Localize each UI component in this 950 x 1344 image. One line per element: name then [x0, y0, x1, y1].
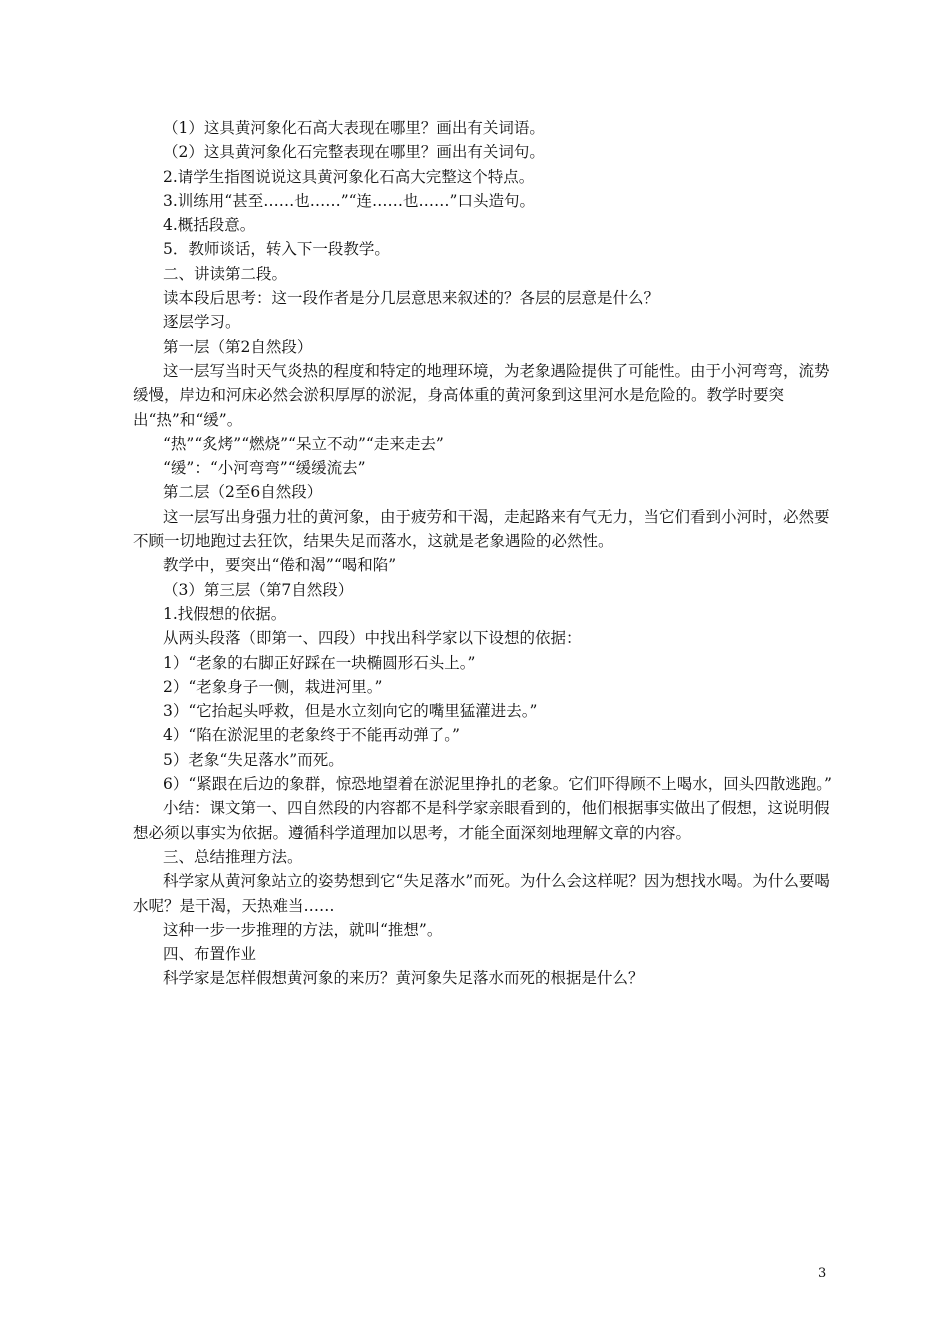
page-number: 3 [818, 1266, 827, 1281]
paragraph: （1）这具黄河象化石高大表现在哪里？画出有关词语。 [163, 119, 545, 137]
paragraph: 小结：课文第一、四自然段的内容都不是科学家亲眼看到的，他们根据事实做出了假想，这说明假想必须以事实为依据。遵循科学道理加以思考，才能全面深刻地理解文章的内容。 [133, 799, 830, 842]
paragraph: 科学家是怎样假想黄河象的来历？黄河象失足落水而死的根据是什么？ [163, 969, 644, 988]
list-item: 3）“它抬起头呼救，但是水立刻向它的嘴里猛灌进去。” [163, 702, 538, 721]
paragraph: （2）这具黄河象化石完整表现在哪里？画出有关词句。 [163, 143, 545, 162]
document-body [133, 116, 833, 991]
list-item: 6）“紧跟在后边的象群，惊恐地望着在淤泥里挣扎的老象。它们吓得顾不上喝水，回头四散逃跑。” [163, 775, 832, 794]
list-item: 1）“老象的右脚正好踩在一块椭圆形石头上。” [163, 653, 476, 672]
list-item: 5）老象“失足落水”而死。 [163, 750, 344, 769]
list-item: 2）“老象身子一侧，栽进河里。” [163, 677, 383, 696]
paragraph: 1.找假想的依据。 [163, 604, 287, 623]
paragraph: 这一层写出身强力壮的黄河象，由于疲劳和干渴，走起路来有气无力，当它们看到小河时，必然要不顾一切地跑过去狂饮，结果失足而落水，这就是老象遇险的必然性。 [133, 507, 830, 551]
paragraph: 科学家从黄河象站立的姿势想到它“失足落水”而死。为什么会这样呢？因为想找水喝。为什么要喝水呢？是干渴，天热难当…… [133, 872, 830, 915]
paragraph: 这种一步一步推理的方法，就叫“推想”。 [163, 920, 443, 939]
subsection-heading: 第一层（第2自然段） [163, 337, 313, 356]
paragraph: 3.训练用“甚至……也……”“连……也……”口头造句。 [163, 191, 535, 210]
paragraph: “缓”：“小河弯弯”“缓缓流去” [163, 459, 366, 478]
list-item: 4）“陷在淤泥里的老象终于不能再动弹了。” [163, 726, 460, 745]
subsection-heading: 第二层（2至6自然段） [163, 483, 323, 502]
paragraph: 5．教师谈话，转入下一段教学。 [163, 240, 390, 259]
section-heading: 三、总结推理方法。 [163, 847, 303, 866]
paragraph: 读本段后思考：这一段作者是分几层意思来叙述的？各层的层意是什么？ [163, 289, 660, 308]
paragraph: 这一层写当时天气炎热的程度和特定的地理环境，为老象遇险提供了可能性。由于小河弯弯，流势缓慢，岸边和河床必然会淤积厚厚的淤泥，身高体重的黄河象到这里河水是危险的。教学时要突出“热”和“缓”。 [133, 361, 830, 429]
paragraph: 逐层学习。 [163, 313, 241, 332]
paragraph: 4.概括段意。 [163, 216, 256, 235]
section-heading: 二、讲读第二段。 [163, 264, 288, 283]
paragraph: 教学中，要突出“倦和渴”“喝和陷” [163, 556, 397, 575]
paragraph: 2.请学生指图说说这具黄河象化石高大完整这个特点。 [163, 167, 535, 186]
paragraph: 从两头段落（即第一、四段）中找出科学家以下设想的依据： [163, 629, 582, 648]
subsection-heading: （3）第三层（第7自然段） [163, 580, 354, 599]
paragraph: “热”“炙烤”“燃烧”“呆立不动”“走来走去” [163, 434, 444, 453]
section-heading: 四、布置作业 [163, 945, 257, 964]
